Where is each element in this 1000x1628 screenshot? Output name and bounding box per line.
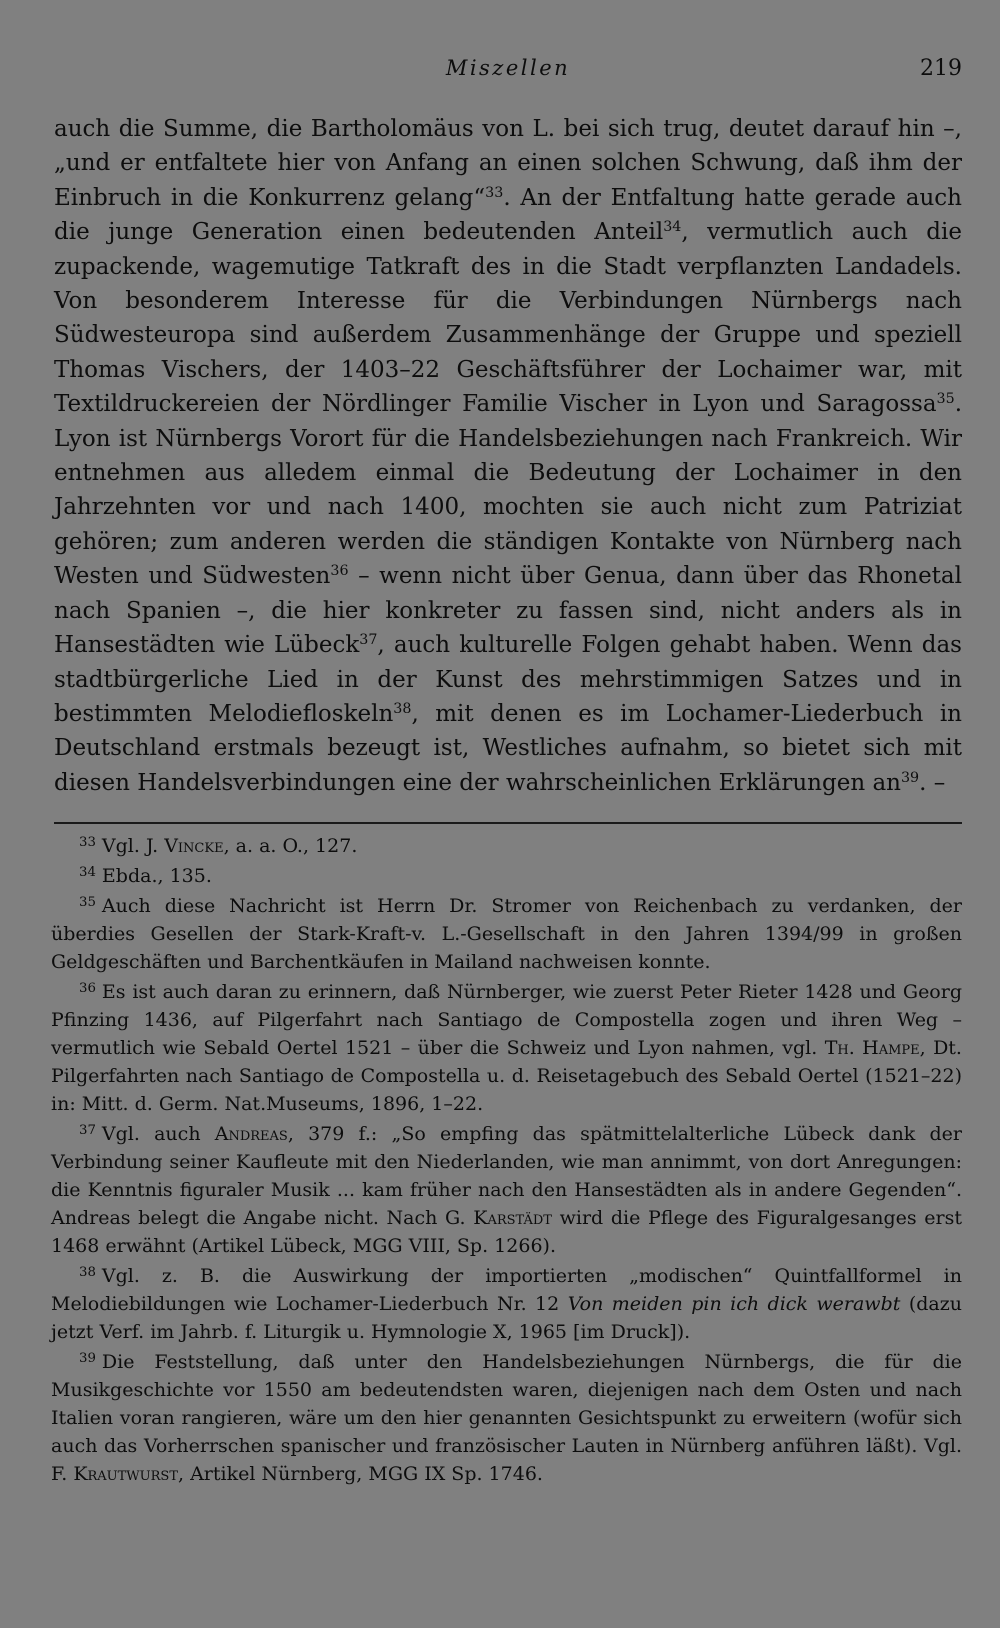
body-text: [54, 112, 962, 800]
text-segment: – wenn nicht über Genua, dann über das Rhonetal nach Spanien –, die hier konkreter zu fassen sind, nicht anders als in Hansestädten wie Lübeck: [54, 563, 962, 659]
footnote-33: [51, 832, 962, 860]
footnote-ref-36: 36: [330, 563, 349, 580]
footnote-number: 38: [79, 1265, 96, 1281]
footnote-34: [51, 862, 962, 890]
footnote-text: (dazu jetzt Verf. im Jahrb. f. Liturgik u. Hymnologie X, 1965 [im Druck]).: [51, 1293, 962, 1343]
author-name: Vincke: [164, 835, 224, 857]
footnote-number: 34: [79, 865, 96, 881]
text-segment: . Lyon ist Nürnbergs Vorort für die Handelsbeziehungen nach Frankreich. Wir entnehmen aus alledem einmal die Bedeutung der Lochaimer in den Jahrzehnten vor und nach 1400, mochten sie auch nicht zum Patriziat gehören; zum anderen werden die ständigen Kontakte von Nürnberg nach Westen und Südwesten: [54, 391, 962, 590]
footnote-text: Ebda., 135.: [101, 865, 212, 887]
footnote-text: , 379 f.: „So empfing das spätmittelalterliche Lübeck dank der Verbindung seiner Kaufleute mit den Niederlanden, wie man annimmt, von dort Anregungen: die Kenntnis figuraler Musik ... kam früher nach den Hansestädten als in andere Gegenden“. Andreas belegt die Angabe nicht. Nach G.: [51, 1123, 962, 1229]
footnote-text: Vgl. auch: [101, 1123, 215, 1145]
text-segment: , auch kulturelle Folgen gehabt haben. Wenn das stadtbürgerliche Lied in der Kunst des mehrstimmigen Satzes und in bestimmten Melodiefloskeln: [54, 632, 962, 727]
footnote-number: 35: [79, 895, 96, 911]
footnote-text: Auch diese Nachricht ist Herrn Dr. Stromer von Reichenbach zu verdanken, der überdies Gesellen der Stark-Kraft-v. L.-Gesellschaft in den Jahren 1394/99 in großen Geldgeschäften und Barchentkäufen in Mailand nachweisen konnte.: [51, 895, 962, 973]
author-name: Krautwurst: [73, 1463, 178, 1485]
running-title: Miszellen: [445, 56, 571, 80]
author-name: Th. Hampe: [824, 1037, 920, 1059]
footnote-divider: [54, 822, 962, 824]
song-title: Von meiden pin ich dick werawbt: [567, 1293, 901, 1315]
footnote-36: [51, 978, 962, 1118]
footnote-text: , a. a. O., 127.: [223, 835, 358, 857]
running-head: [54, 56, 962, 90]
author-name: Andreas: [214, 1123, 288, 1145]
footnote-ref-35: 35: [936, 391, 955, 408]
text-segment: , vermutlich auch die zupackende, wagemutige Tatkraft des in die Stadt verpflanzten Landadels. Von besonderem Interesse für die Verbindungen Nürnbergs nach Südwesteuropa sind außerdem Zusammenhänge der Gruppe und speziell Thomas Vischers, der 1403–22 Geschäftsführer der Lochaimer war, mit Textildruckereien der Nördlinger Familie Vischer in Lyon und Saragossa: [54, 219, 962, 418]
footnote-number: 39: [79, 1351, 96, 1367]
footnote-text: , Dt. Pilgerfahrten nach Santiago de Compostella u. d. Reisetagebuch des Sebald Oertel (1521–22) in: Mitt. d. Germ. Nat.Museums, 1896, 1–22.: [51, 1037, 962, 1115]
footnote-39: [51, 1348, 962, 1488]
footnote-text: wird die Pflege des Figuralgesanges erst 1468 erwähnt (Artikel Lübeck, MGG VIII, Sp. 1266).: [51, 1207, 962, 1257]
text-segment: . An der Entfaltung hatte gerade auch die junge Generation einen bedeutenden Anteil: [54, 184, 962, 246]
footnote-text: Es ist auch daran zu erinnern, daß Nürnberger, wie zuerst Peter Rieter 1428 und Georg Pfinzing 1436, auf Pilgerfahrt nach Santiago de Compostella zogen und ihren Weg – vermutlich wie Sebald Oertel 1521 – über die Schweiz und Lyon nahmen, vgl.: [51, 981, 962, 1059]
text-segment: . –: [919, 769, 946, 796]
author-name: Karstädt: [473, 1207, 552, 1229]
footnote-37: [51, 1120, 962, 1260]
page-number: 219: [920, 56, 962, 81]
footnote-text: Vgl. J.: [101, 835, 165, 857]
footnote-text: Die Feststellung, daß unter den Handelsbeziehungen Nürnbergs, die für die Musikgeschichte vor 1550 am bedeutendsten waren, diejenigen nach dem Osten und nach Italien voran rangieren, wäre um den hier genannten Gesichtspunkt zu erweitern (wofür sich auch das Vorherrschen spanischer und französischer Lauten in Nürnberg anführen läßt). Vgl. F.: [51, 1351, 962, 1485]
footnote-number: 33: [79, 835, 96, 851]
text-segment: auch die Summe, die Bartholomäus von L. bei sich trug, deutet darauf hin –, „und er entfaltete hier von Anfang an einen solchen Schwung, daß ihm der Einbruch in die Konkurrenz gelang“: [54, 116, 962, 211]
footnote-ref-33: 33: [485, 184, 504, 201]
footnote-text: , Artikel Nürnberg, MGG IX Sp. 1746.: [178, 1463, 543, 1485]
body-paragraph: [54, 112, 962, 800]
footnote-number: 36: [79, 981, 96, 997]
footnote-ref-38: 38: [393, 701, 412, 718]
footnote-ref-37: 37: [359, 632, 378, 649]
footnote-38: [51, 1262, 962, 1346]
footnote-ref-39: 39: [900, 769, 920, 786]
footnote-number: 37: [79, 1123, 96, 1139]
footnote-ref-34: 34: [663, 219, 682, 236]
footnote-35: [51, 892, 962, 976]
footnote-text: Vgl. z. B. die Auswirkung der importierten „modischen“ Quintfallformel in Melodiebildungen wie Lochamer-Liederbuch Nr. 12: [51, 1265, 962, 1315]
text-segment: , mit denen es im Lochamer-Liederbuch in Deutschland erstmals bezeugt ist, Westliches aufnahm, so bietet sich mit diesen Handelsverbindungen eine der wahrscheinlichen Erklärungen an: [54, 700, 962, 796]
footnotes: [51, 832, 962, 1490]
